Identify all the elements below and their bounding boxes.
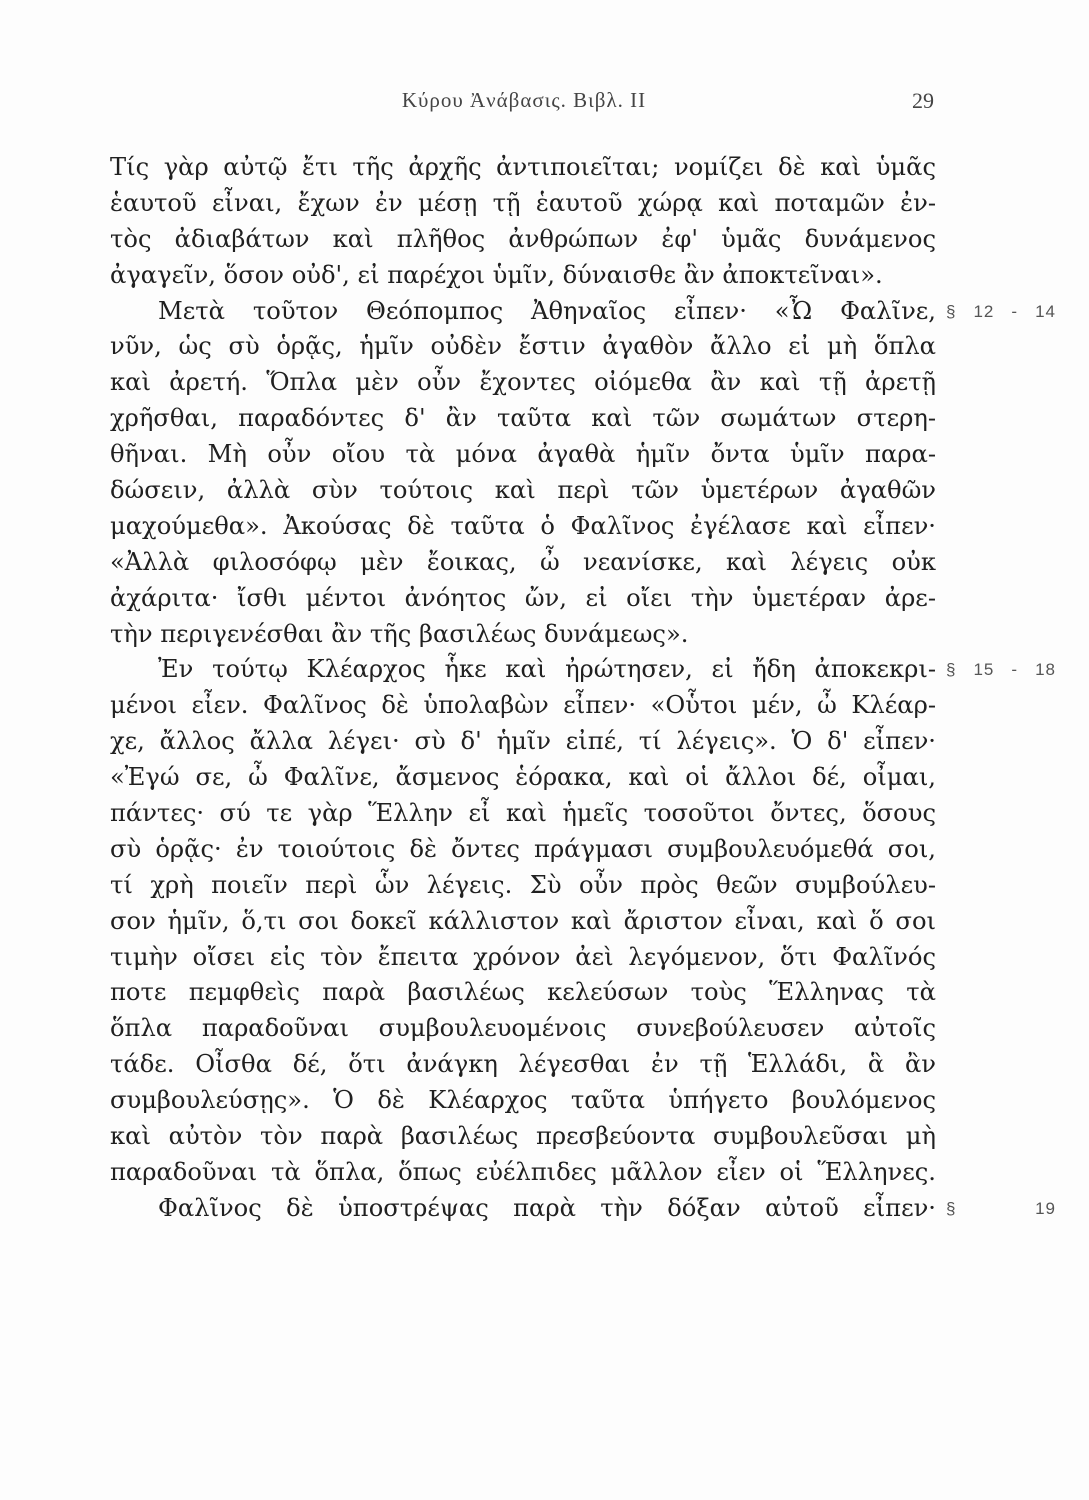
text-line-content: ὅπλα παραδοῦναι συμβουλευομένοις συνεβούλευσεν αὐτοῖς xyxy=(110,1014,936,1043)
text-line-content: Μετὰ τοῦτον Θεόπομπος Ἀθηναῖος εἶπεν· «Ὦ Φαλῖνε, xyxy=(158,296,936,325)
text-line-content: νῦν, ὡς σὺ ὁρᾷς, ἡμῖν οὐδὲν ἔστιν ἀγαθὸν ἄλλο εἰ μὴ ὅπλα xyxy=(110,332,936,361)
text-line-content: πάντες· σύ τε γὰρ Ἕλλην εἶ καὶ ἡμεῖς τοσοῦτοι ὄντες, ὅσους xyxy=(110,799,936,828)
text-line xyxy=(110,760,936,796)
text-line-content: ἀχάριτα· ἴσθι μέντοι ἀνόητος ὤν, εἰ οἴει τὴν ὑμετέραν ἀρε- xyxy=(110,583,936,612)
text-line xyxy=(110,975,936,1011)
text-line xyxy=(110,904,936,940)
text-line-content: σον ἡμῖν, ὅ,τι σοι δοκεῖ κάλλιστον καὶ ἄριστον εἶναι, καὶ ὅ σοι xyxy=(110,906,936,935)
text-line xyxy=(110,222,936,258)
text-line-content: ἀγαγεῖν, ὅσον οὐδ', εἰ παρέχοι ὑμῖν, δύναισθε ἂν ἀποκτεῖναι». xyxy=(110,260,883,289)
text-line-content: δώσειν, ἀλλὰ σὺν τούτοις καὶ περὶ τῶν ὑμετέρων ἀγαθῶν xyxy=(110,476,936,505)
text-line-content: τὸς ἀδιαβάτων καὶ πλῆθος ἀνθρώπων ἐφ' ὑμᾶς δυνάμενος xyxy=(110,224,936,253)
text-line-content: ἑαυτοῦ εἶναι, ἔχων ἐν μέσῃ τῇ ἑαυτοῦ χώρᾳ καὶ ποταμῶν ἐν- xyxy=(110,188,936,217)
text-line xyxy=(110,724,936,760)
text-line xyxy=(110,868,936,904)
text-line xyxy=(110,150,936,186)
text-line xyxy=(110,401,936,437)
text-line xyxy=(110,1047,936,1083)
section-reference: § 15 - 18 xyxy=(946,660,1056,680)
text-line xyxy=(110,1191,1056,1227)
text-line-content: καὶ αὐτὸν τὸν παρὰ βασιλέως πρεσβεύοντα συμβουλεῦσαι μὴ xyxy=(110,1122,936,1151)
text-line-content: παραδοῦναι τὰ ὅπλα, ὅπως εὐέλπιδες μᾶλλον εἶεν οἱ Ἕλληνες. xyxy=(110,1157,936,1186)
text-line-content: τὴν περιγενέσθαι ἂν τῆς βασιλέως δυνάμεως». xyxy=(110,619,689,648)
section-reference: § 12 - 14 xyxy=(946,301,1056,321)
text-line-content: Ἐν τούτῳ Κλέαρχος ἧκε καὶ ἠρώτησεν, εἰ ἤδη ἀποκεκρι- xyxy=(158,655,936,684)
text-line xyxy=(110,940,936,976)
section-reference: § 19 xyxy=(946,1198,1056,1218)
running-title: Κύρου Ἀνάβασις. Βιβλ. ΙΙ xyxy=(401,88,647,112)
text-line xyxy=(110,365,936,401)
text-line-content: «Ἀλλὰ φιλοσόφῳ μὲν ἔοικας, ὦ νεανίσκε, καὶ λέγεις οὐκ xyxy=(110,547,936,576)
text-line-content: χρῆσθαι, παραδόντες δ' ἂν ταῦτα καὶ τῶν σωμάτων στερη- xyxy=(110,404,936,433)
text-line-content: ποτε πεμφθεὶς παρὰ βασιλέως κελεύσων τοὺς Ἕλληνας τὰ xyxy=(110,978,936,1007)
text-line xyxy=(110,1155,936,1191)
text-line xyxy=(110,1083,936,1119)
text-line xyxy=(110,1119,936,1155)
text-line xyxy=(110,832,936,868)
text-line-content: «Ἐγώ σε, ὦ Φαλῖνε, ἄσμενος ἑόρακα, καὶ οἱ ἄλλοι δέ, οἶμαι, xyxy=(110,763,936,792)
text-line xyxy=(110,473,936,509)
text-line xyxy=(110,1011,936,1047)
text-line xyxy=(110,688,936,724)
text-line xyxy=(110,796,936,832)
text-line-content: μένοι εἶεν. Φαλῖνος δὲ ὑπολαβὼν εἶπεν· «Οὗτοι μέν, ὦ Κλέαρ- xyxy=(110,691,936,720)
text-line xyxy=(110,329,936,365)
text-line-content: τάδε. Οἶσθα δέ, ὅτι ἀνάγκη λέγεσθαι ἐν τῇ Ἑλλάδι, ἃ ἂν xyxy=(110,1050,936,1079)
text-line xyxy=(110,509,936,545)
text-line xyxy=(110,652,1056,688)
text-line-content: θῆναι. Μὴ οὖν οἴου τὰ μόνα ἀγαθὰ ἡμῖν ὄντα ὑμῖν παρα- xyxy=(110,440,936,469)
text-line-content: Τίς γὰρ αὐτῷ ἔτι τῆς ἀρχῆς ἀντιποιεῖται; νομίζει δὲ καὶ ὑμᾶς xyxy=(110,153,936,181)
text-line xyxy=(110,581,936,617)
text-line xyxy=(110,294,1056,330)
text-line-content: τιμὴν οἴσει εἰς τὸν ἔπειτα χρόνον ἀεὶ λεγόμενον, ὅτι Φαλῖνός xyxy=(110,942,936,971)
text-line xyxy=(110,186,936,222)
text-line xyxy=(110,437,936,473)
text-line-content: συμβουλεύσῃς». Ὁ δὲ Κλέαρχος ταῦτα ὑπήγετο βουλόμενος xyxy=(110,1086,936,1115)
running-head xyxy=(110,88,938,118)
text-line-content: μαχούμεθα». Ἀκούσας δὲ ταῦτα ὁ Φαλῖνος ἐγέλασε καὶ εἶπεν· xyxy=(110,511,936,540)
text-block xyxy=(110,150,1056,1227)
text-line xyxy=(110,617,936,653)
text-line-content: Φαλῖνος δὲ ὑποστρέψας παρὰ τὴν δόξαν αὐτοῦ εἶπεν· xyxy=(158,1193,936,1222)
page-number: 29 xyxy=(912,88,934,113)
text-line-content: χε, ἄλλος ἄλλα λέγει· σὺ δ' ἡμῖν εἰπέ, τί λέγεις». Ὁ δ' εἶπεν· xyxy=(110,727,936,756)
text-line-content: καὶ ἀρετή. Ὅπλα μὲν οὖν ἔχοντες οἰόμεθα ἂν καὶ τῇ ἀρετῇ xyxy=(110,368,936,397)
text-line xyxy=(110,545,936,581)
text-line-content: σὺ ὁρᾷς· ἐν τοιούτοις δὲ ὄντες πράγμασι συμβουλευόμεθά σοι, xyxy=(110,834,936,863)
text-line-content: τί χρὴ ποιεῖν περὶ ὧν λέγεις. Σὺ οὖν πρὸς θεῶν συμβούλευ- xyxy=(110,870,936,899)
text-line xyxy=(110,258,936,294)
